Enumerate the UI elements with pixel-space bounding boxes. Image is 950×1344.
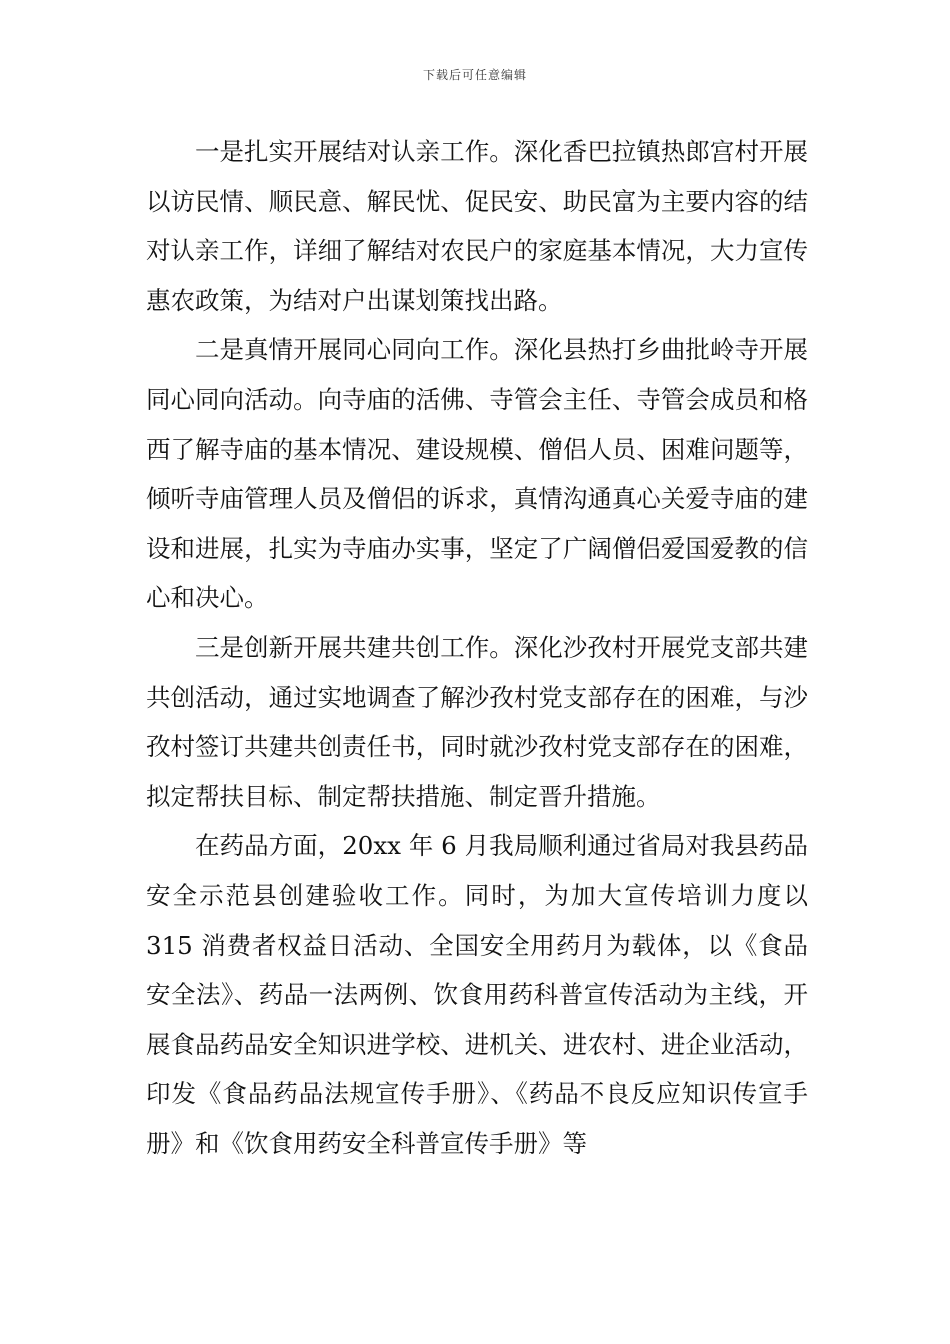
paragraph-4: 在药品方面，20xx 年 6 月我局顺利通过省局对我县药品安全示范县创建验收工作。同时，为加大宣传培训力度以 315 消费者权益日活动、全国安全用药月为载体，以《食品安全法》、药品一法两例、饮食用药科普宣传活动为主线，开展食品药品安全知识进学校、进机关、进农村、进企业活动，印发《食品药品法规宣传手册》、《药品不良反应知识传宣手册》和《饮食用药安全科普宣传手册》等 — [146, 831, 808, 1158]
paragraph-2: 二是真情开展同心同向工作。深化县热打乡曲批岭寺开展同心同向活动。向寺庙的活佛、寺管会主任、寺管会成员和格西了解寺庙的基本情况、建设规模、僧侣人员、困难问题等，倾听寺庙管理人员及僧侣的诉求，真情沟通真心关爱寺庙的建设和进展，扎实为寺庙办实事，坚定了广阔僧侣爱国爱教的信心和决心。 — [146, 335, 808, 613]
paragraph-1: 一是扎实开展结对认亲工作。深化香巴拉镇热郎宫村开展以访民情、顺民意、解民忧、促民安、助民富为主要内容的结对认亲工作，详细了解结对农民户的家庭基本情况，大力宣传惠农政策，为结对户出谋划策找出路。 — [146, 137, 808, 315]
paragraph-3: 三是创新开展共建共创工作。深化沙孜村开展党支部共建共创活动，通过实地调查了解沙孜村党支部存在的困难，与沙孜村签订共建共创责任书，同时就沙孜村党支部存在的困难，拟定帮扶目标、制定帮扶措施、制定晋升措施。 — [146, 632, 808, 811]
header-note: 下载后可任意编辑 — [422, 68, 527, 82]
document-body — [146, 127, 808, 1168]
